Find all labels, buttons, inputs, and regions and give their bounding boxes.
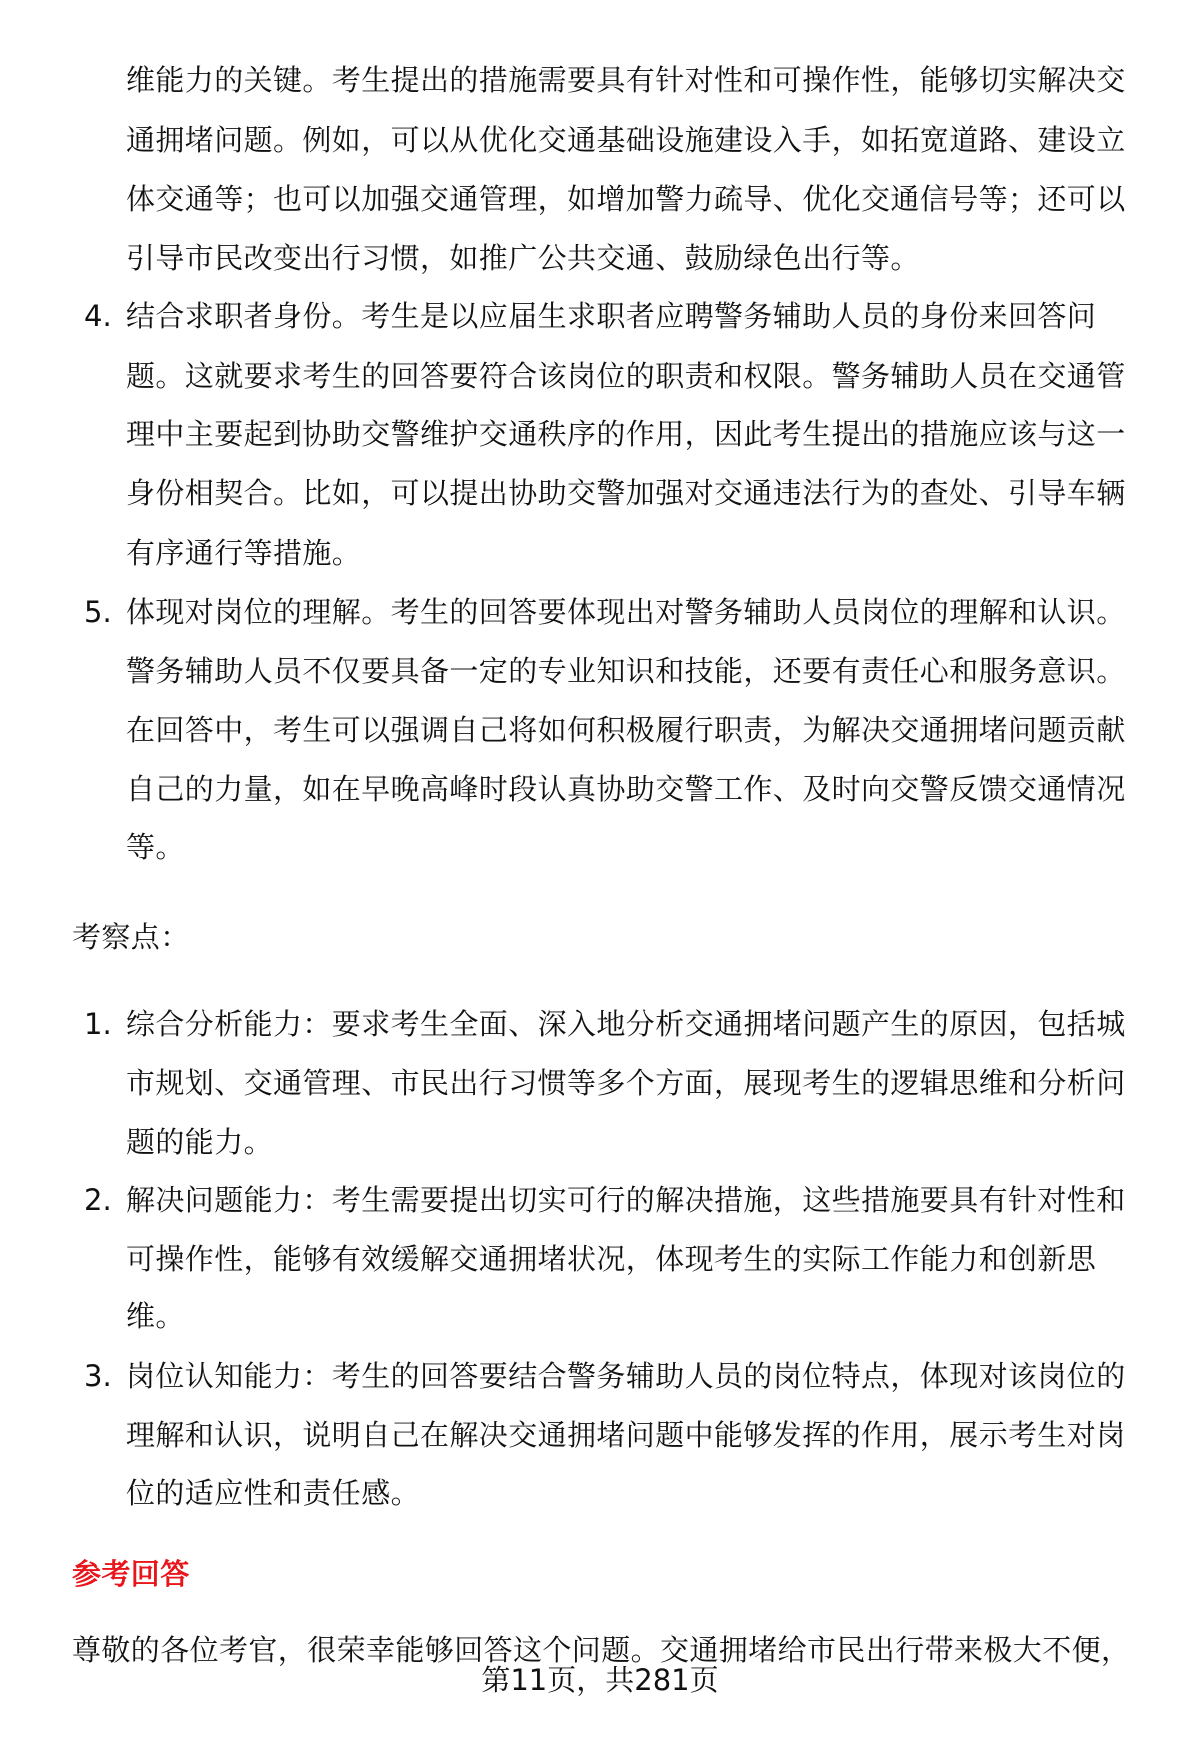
list-number: 5. bbox=[84, 595, 112, 629]
list-number: 3. bbox=[84, 1359, 112, 1393]
item5-line: 警务辅助人员不仅要具备一定的专业知识和技能，还要有责任心和服务意识。 bbox=[126, 654, 1126, 688]
reference-answer-heading: 参考回答 bbox=[72, 1557, 190, 1591]
point-line: 市规划、交通管理、市民出行习惯等多个方面，展现考生的逻辑思维和分析问 bbox=[126, 1066, 1126, 1100]
list-number: 4. bbox=[84, 299, 112, 333]
point-line: 位的适应性和责任感。 bbox=[126, 1476, 421, 1510]
item5-line: 自己的力量，如在早晚高峰时段认真协助交警工作、及时向交警反馈交通情况 bbox=[126, 772, 1126, 806]
item5-line: 等。 bbox=[126, 830, 185, 864]
item3-line: 维能力的关键。考生提出的措施需要具有针对性和可操作性，能够切实解决交 bbox=[126, 63, 1126, 97]
point-line: 题的能力。 bbox=[126, 1125, 274, 1159]
point-line: 维。 bbox=[126, 1299, 185, 1333]
item4-line: 题。这就要求考生的回答要符合该岗位的职责和权限。警务辅助人员在交通管 bbox=[126, 359, 1126, 393]
item5-line: 在回答中，考生可以强调自己将如何积极履行职责，为解决交通拥堵问题贡献 bbox=[126, 713, 1126, 747]
item3-line: 体交通等；也可以加强交通管理，如增加警力疏导、优化交通信号等；还可以 bbox=[126, 182, 1126, 216]
point-line: 理解和认识，说明自己在解决交通拥堵问题中能够发挥的作用，展示考生对岗 bbox=[126, 1418, 1126, 1452]
point-line: 可操作性，能够有效缓解交通拥堵状况，体现考生的实际工作能力和创新思 bbox=[126, 1242, 1097, 1276]
item5-line: 体现对岗位的理解。考生的回答要体现出对警务辅助人员岗位的理解和认识。 bbox=[126, 595, 1126, 629]
item4-line: 结合求职者身份。考生是以应届生求职者应聘警务辅助人员的身份来回答问 bbox=[126, 299, 1097, 333]
answer-line: 尊敬的各位考官，很荣幸能够回答这个问题。交通拥堵给市民出行带来极大不便， bbox=[72, 1633, 1131, 1667]
item3-line: 引导市民改变出行习惯，如推广公共交通、鼓励绿色出行等。 bbox=[126, 241, 920, 275]
point-line: 解决问题能力：考生需要提出切实可行的解决措施，这些措施要具有针对性和 bbox=[126, 1183, 1126, 1217]
list-number: 2. bbox=[84, 1183, 112, 1217]
list-number: 1. bbox=[84, 1007, 112, 1041]
page-footer: 第11页，共281页 bbox=[481, 1663, 719, 1697]
section-label: 考察点： bbox=[72, 920, 190, 954]
point-line: 岗位认知能力：考生的回答要结合警务辅助人员的岗位特点，体现对该岗位的 bbox=[126, 1359, 1126, 1393]
point-line: 综合分析能力：要求考生全面、深入地分析交通拥堵问题产生的原因，包括城 bbox=[126, 1007, 1126, 1041]
item4-line: 理中主要起到协助交警维护交通秩序的作用，因此考生提出的措施应该与这一 bbox=[126, 417, 1126, 451]
item3-line: 通拥堵问题。例如，可以从优化交通基础设施建设入手，如拓宽道路、建设立 bbox=[126, 123, 1126, 157]
item4-line: 有序通行等措施。 bbox=[126, 536, 362, 570]
item4-line: 身份相契合。比如，可以提出协助交警加强对交通违法行为的查处、引导车辆 bbox=[126, 476, 1126, 510]
